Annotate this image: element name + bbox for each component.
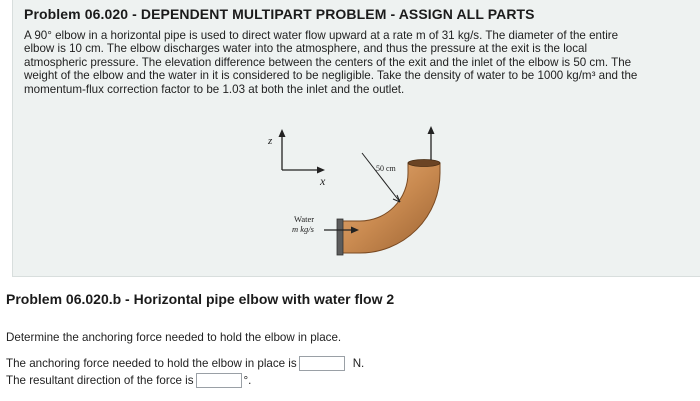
elbow-pipe-icon	[340, 163, 440, 253]
problem-title: Problem 06.020 - DEPENDENT MULTIPART PROBLEM - ASSIGN ALL PARTS	[24, 6, 535, 22]
axes-icon	[279, 129, 326, 174]
force-unit: N.	[352, 357, 365, 370]
force-prompt: The anchoring force needed to hold the elbow in place is	[6, 357, 297, 370]
x-axis-label: x	[320, 174, 326, 188]
part-title: Problem 06.020.b - Horizontal pipe elbow with water flow 2	[6, 291, 395, 307]
statement-line: A 90° elbow in a horizontal pipe is used to direct water flow upward at a rate m of 31 kg/s. The diameter of the entire	[24, 29, 619, 42]
elevation-label: 50 cm	[376, 164, 396, 173]
direction-unit: °.	[243, 374, 252, 387]
question-text: Determine the anchoring force needed to hold the elbow in place.	[6, 331, 342, 344]
water-label: Water	[294, 214, 315, 224]
statement-line: momentum-flux correction factor to be 1.03 at both the inlet and the outlet.	[24, 82, 405, 96]
statement-line: elbow is 10 cm. The elbow discharges water into the atmosphere, and thus the pressure at the exit is the local	[24, 42, 588, 56]
direction-answer-row	[6, 373, 251, 388]
statement-line: weight of the elbow and the water in it is considered to be negligible. Take the density of water to be 1000 kg/m³ and the	[24, 69, 638, 83]
problem-statement	[24, 29, 684, 96]
direction-prompt: The resultant direction of the force is	[6, 374, 194, 387]
direction-input[interactable]	[196, 373, 242, 388]
outflow-arrow-icon	[428, 126, 435, 134]
force-input[interactable]	[299, 356, 345, 371]
inlet-flange-icon	[337, 219, 343, 255]
elbow-figure	[260, 118, 470, 258]
statement-line: atmospheric pressure. The elevation difference between the centers of the exit and the inlet of the elbow is 50 cm. The	[24, 55, 632, 69]
z-axis-label: z	[268, 135, 273, 147]
force-answer-row	[6, 356, 364, 371]
outlet-opening-icon	[408, 160, 440, 167]
flow-rate-label: m kg/s	[292, 224, 314, 234]
